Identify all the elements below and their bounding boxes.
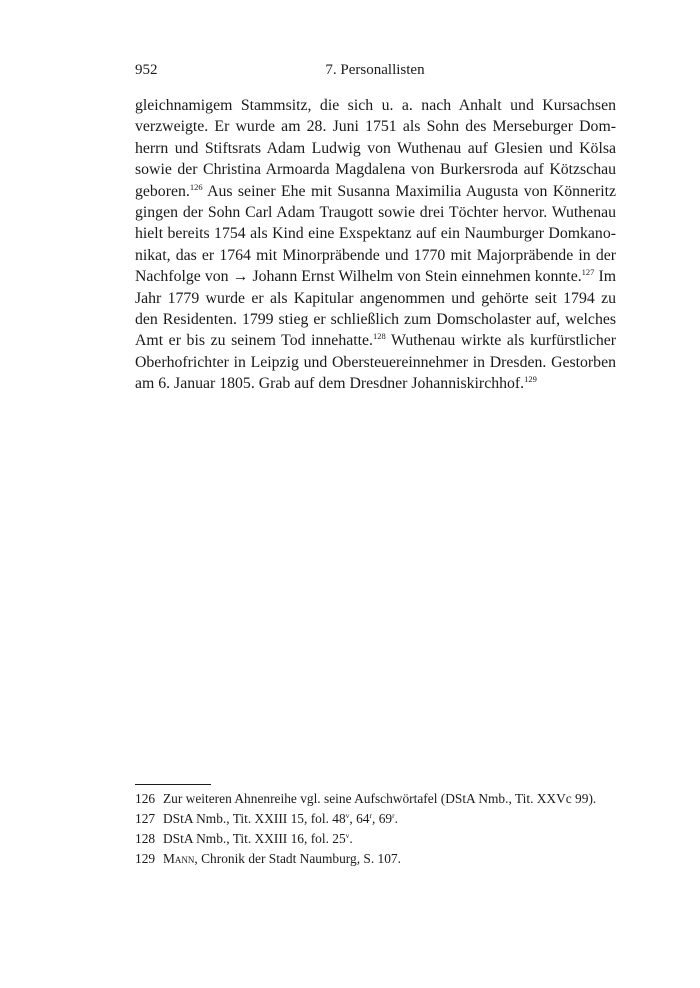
- footnote-author: Mann: [163, 851, 195, 866]
- footnote-reference[interactable]: 128: [372, 331, 386, 342]
- body-sentence: Aus seiner Ehe mit Susanna Maximilia Augusta von Könneritz gingen der Sohn Carl Adam Traugott sowie drei Töchter hervor. Wuthenau hielt bereits 1754 als Kind eine Exspektanz auf ein Naumburger Domkano-nikat, das er 1764 mit Minorpräbende und 1770 mit Majorpräbende in der Nachfolge von: [135, 182, 616, 286]
- cross-reference-arrow-icon: →: [232, 268, 249, 286]
- folio-superscript: v: [345, 811, 350, 820]
- body-sentence: Wuthenau wirkte als kurfürstlicher Oberhofrichter in Leipzig und Obersteuereinnehmer in Dresden. Gestorben am 6. Januar 1805. Grab auf dem Dresdner Johanniskirchhof.: [135, 332, 617, 393]
- footnote-128: [135, 829, 625, 849]
- footnote-text: Zur weiteren Ahnenreihe vgl. seine Aufschwörtafel (DStA Nmb., Tit. XXVc 99).: [163, 791, 597, 806]
- page-number: 952: [135, 62, 158, 78]
- footnote-reference[interactable]: 129: [524, 374, 537, 385]
- body-text: [135, 95, 616, 395]
- footnote-text: .: [349, 831, 353, 846]
- footnote-text: .: [394, 811, 398, 826]
- footnote-number: 128: [135, 831, 156, 846]
- footnote-reference[interactable]: 127: [581, 267, 595, 278]
- footnote-126: [135, 789, 625, 809]
- footnote-text: , 69: [372, 811, 393, 826]
- folio-superscript: r: [369, 811, 372, 820]
- folio-superscript: v: [345, 831, 350, 840]
- footnote-separator: [135, 784, 211, 785]
- footnote-text: , 64: [349, 811, 370, 826]
- footnote-127: [135, 809, 625, 829]
- footnote-number: 126: [135, 791, 156, 806]
- body-sentence: Johann Ernst Wilhelm von Stein einnehmen konnte.: [248, 268, 582, 286]
- footnote-number: 127: [135, 811, 156, 826]
- body-sentence: gleichnamigem Stammsitz, die sich u. a. nach Anhalt und Kursachsen verzweigte. Er wurde am 28. Juni 1751 als Sohn des Merseburger Dom-herrn und Stiftsrats Adam Ludwig von Wuthenau auf Glesien und Kölsa sowie der Christina Armoarda Magdalena von Burkersroda auf Kötzschau geboren.: [135, 97, 616, 200]
- biography-paragraph: [135, 95, 616, 395]
- footnote-text: , Chronik der Stadt Naumburg, S. 107.: [194, 851, 401, 866]
- running-head: 7. Personallisten: [325, 62, 425, 78]
- footnotes: [135, 789, 625, 869]
- body-sentence: Im Jahr 1779 wurde er als Kapitular angenommen und gehörte seit 1794 zu den Residenten. 1799 stieg er schließlich zum Domscholaster auf, welches Amt er bis zu seinem Tod innehatte.: [135, 268, 617, 350]
- footnote-reference[interactable]: 126: [189, 181, 203, 192]
- footnote-text: DStA Nmb., Tit. XXIII 15, fol. 48: [163, 811, 346, 826]
- footnote-text: DStA Nmb., Tit. XXIII 16, fol. 25: [163, 831, 346, 846]
- footnote-129: [135, 849, 625, 869]
- footnote-number: 129: [135, 851, 156, 866]
- folio-superscript: r: [392, 811, 395, 820]
